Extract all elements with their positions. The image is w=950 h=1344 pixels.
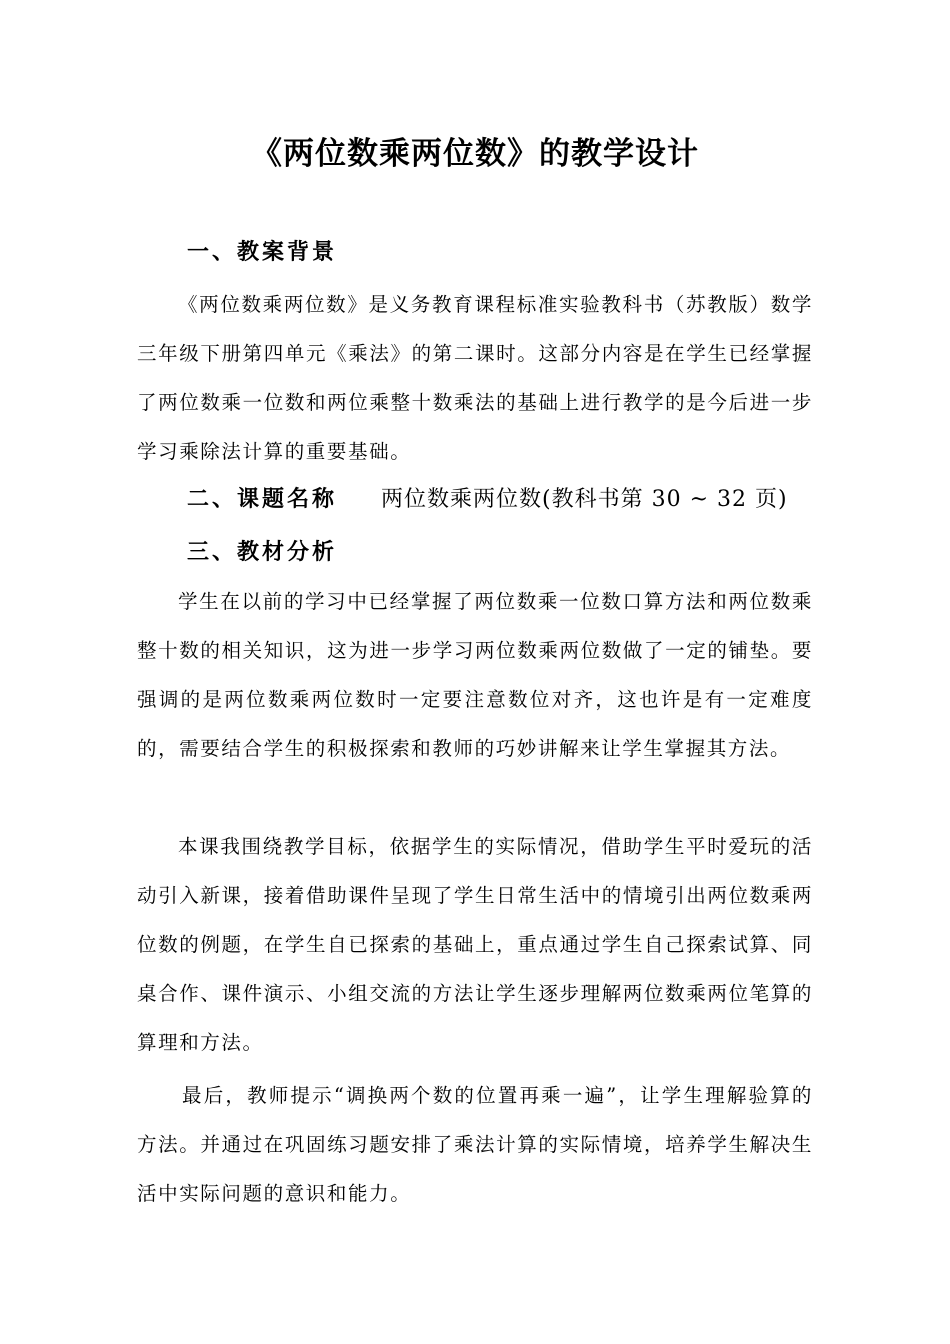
paragraph-material-analysis: 学生在以前的学习中已经掌握了两位数乘一位数口算方法和两位数乘整十数的相关知识，这为进一步学习两位数乘两位数做了一定的铺垫。要强调的是两位数乘两位数时一定要注意数位对齐，这也许是有一定难度的，需要结合学生的积极探索和教师的巧妙讲解来让学生掌握其方法。 [137,590,813,760]
paragraph-background: 《两位数乘两位数》是义务教育课程标准实验教科书（苏教版）数学三年级下册第四单元《乘法》的第二课时。这部分内容是在学生已经掌握了两位数乘一位数和两位乘整十数乘法的基础上进行教学的是今后进一步学习乘除法计算的重要基础。 [137,293,813,463]
document-title: 《两位数乘两位数》的教学设计 [251,136,699,172]
section-heading-topic [187,482,788,513]
section-heading-background: 一、教案背景 [187,239,338,265]
topic-name-value: 两位数乘两位数(教科书第 30 ~ 32 页) [381,487,788,512]
section-heading-topic-label: 二、课题名称 [187,486,338,512]
paragraph-verification: 最后，教师提示“调换两个数的位置再乘一遍”，让学生理解验算的方法。并通过在巩固练习题安排了乘法计算的实际情境，培养学生解决生活中实际问题的意识和能力。 [137,1084,813,1205]
section-heading-material-analysis: 三、教材分析 [187,539,338,565]
paragraph-lesson-design: 本课我围绕教学目标，依据学生的实际情况，借助学生平时爱玩的活动引入新课，接着借助课件呈现了学生日常生活中的情境引出两位数乘两位数的例题，在学生自已探索的基础上，重点通过学生自己探索试算、同桌合作、课件演示、小组交流的方法让学生逐步理解两位数乘两位笔算的算理和方法。 [137,835,813,1054]
